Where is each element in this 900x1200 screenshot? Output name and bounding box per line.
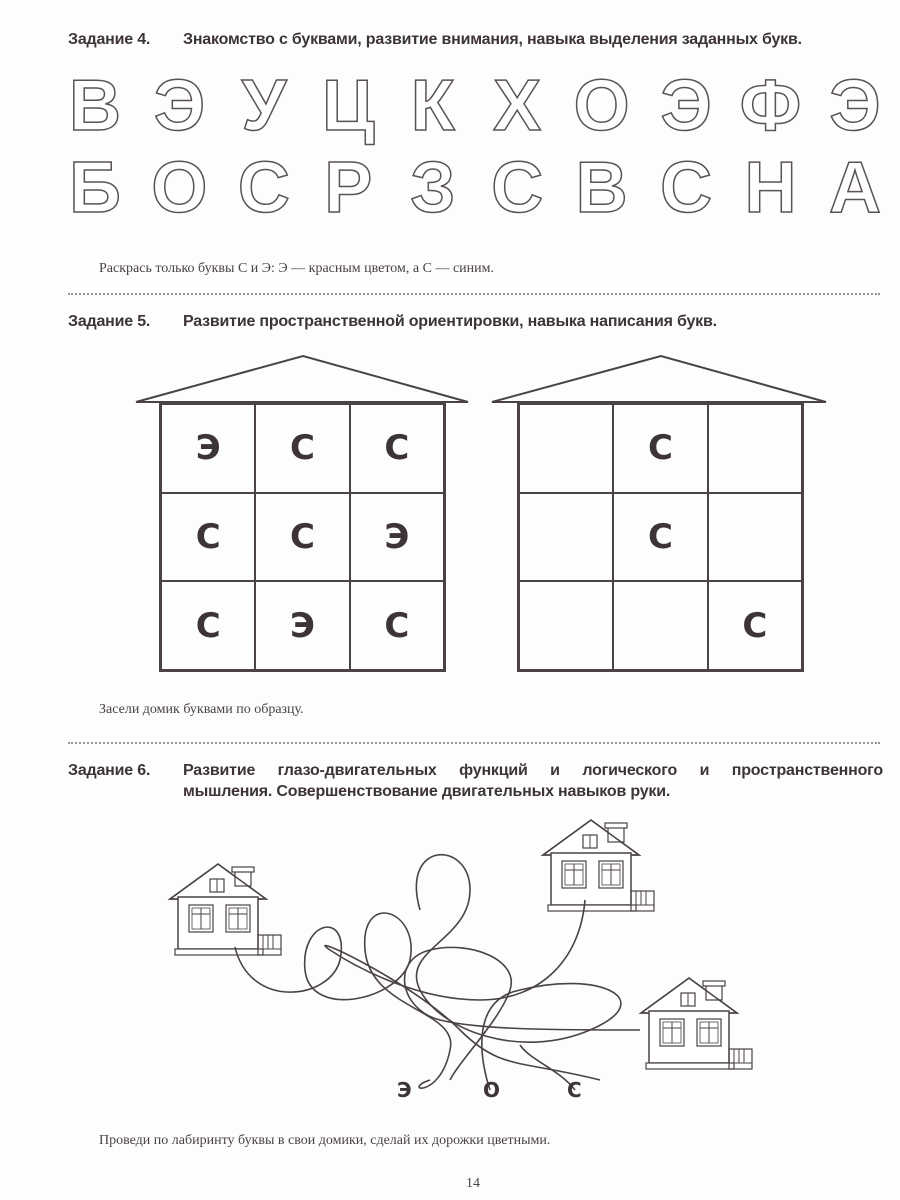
task4-heading (68, 31, 802, 49)
grid-cell[interactable] (519, 404, 613, 493)
grid-cell[interactable]: С (613, 493, 707, 582)
outline-letter[interactable]: Х (493, 66, 542, 146)
task4-label: Задание 4. (68, 31, 151, 48)
outline-letter[interactable]: К (410, 66, 455, 146)
grid-cell: С (255, 493, 349, 582)
house-icon (170, 864, 281, 955)
outline-letter[interactable]: Э (829, 66, 881, 146)
house-icon (641, 978, 752, 1069)
grid-cell[interactable] (519, 581, 613, 670)
outline-letter[interactable]: З (410, 148, 456, 228)
house-icon (543, 820, 654, 911)
grid-cell[interactable]: С (708, 581, 802, 670)
outline-letter[interactable]: Ф (739, 66, 802, 146)
task6-title-line2: мышления. Совершенствование двигательных навыков руки. (183, 783, 671, 800)
outline-letter[interactable]: С (660, 148, 713, 228)
page-number: 14 (466, 1176, 480, 1191)
house-roof-icon (490, 354, 830, 406)
outline-letter[interactable]: О (573, 66, 630, 146)
task4-instruction: Раскрась только буквы С и Э: Э — красным цветом, а С — синим. (99, 261, 495, 276)
grid-cell[interactable] (613, 581, 707, 670)
maze-letter-e: Э (397, 1078, 412, 1102)
letters-row-1 (60, 66, 890, 146)
fill-house-grid (517, 402, 804, 672)
divider (68, 293, 880, 295)
divider (68, 742, 880, 744)
grid-cell: С (350, 581, 444, 670)
maze-letter-o: О (483, 1078, 501, 1102)
outline-letter[interactable]: У (241, 66, 287, 146)
task6-instruction: Проведи по лабиринту буквы в свои домики, сделай их дорожки цветными. (99, 1133, 551, 1148)
task5-instruction: Засели домик буквами по образцу. (99, 702, 304, 717)
grid-cell: Э (255, 581, 349, 670)
outline-letter[interactable]: А (828, 148, 881, 228)
outline-letter[interactable]: Н (744, 148, 797, 228)
outline-letter[interactable]: С (237, 148, 290, 228)
outline-letter[interactable]: О (151, 148, 208, 228)
outline-letter[interactable]: Э (660, 66, 712, 146)
outline-letter[interactable]: Р (324, 148, 373, 228)
grid-cell: Э (350, 493, 444, 582)
task5-label: Задание 5. (68, 313, 151, 330)
outline-letter[interactable]: В (575, 148, 628, 228)
letters-row-2 (60, 148, 890, 228)
grid-cell[interactable] (708, 493, 802, 582)
maze-letter-s: С (567, 1078, 582, 1102)
outline-letter[interactable]: Б (69, 148, 121, 228)
grid-cell: С (255, 404, 349, 493)
task6-title-line1: Развитие глазо-двигательных функций и логического и пространственного (183, 762, 883, 779)
grid-cell: С (350, 404, 444, 493)
sample-house-grid (159, 402, 446, 672)
outline-letter[interactable]: В (69, 66, 121, 146)
grid-cell[interactable]: С (613, 404, 707, 493)
outline-letter[interactable]: Э (153, 66, 206, 146)
task6-label: Задание 6. (68, 762, 151, 779)
grid-cell[interactable] (708, 404, 802, 493)
task6-heading (68, 760, 888, 802)
grid-cell[interactable] (519, 493, 613, 582)
grid-cell: С (161, 581, 255, 670)
outline-letter[interactable]: Ц (322, 66, 375, 146)
house-roof-icon (134, 354, 472, 406)
grid-cell: С (161, 493, 255, 582)
outline-letter[interactable]: С (491, 148, 544, 228)
maze-drawing (0, 800, 900, 1100)
task4-title: Знакомство с буквами, развитие внимания, навыка выделения заданных букв. (183, 31, 802, 48)
task5-title: Развитие пространственной ориентировки, навыка написания букв. (183, 313, 717, 330)
task5-heading (68, 313, 717, 331)
grid-cell: Э (161, 404, 255, 493)
